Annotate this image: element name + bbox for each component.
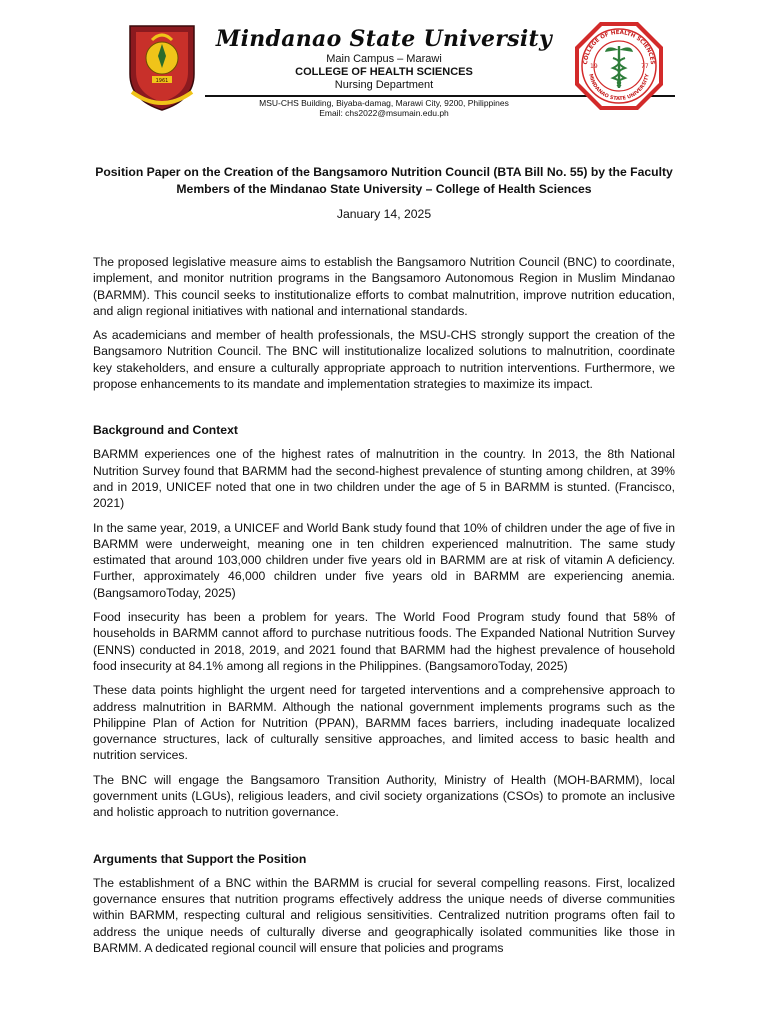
document-date: January 14, 2025 bbox=[336, 207, 432, 221]
address-line: MSU-CHS Building, Biyaba-damag, Marawi City, 9200, Philippines bbox=[259, 98, 509, 108]
svg-text:MINDANAO STATE UNIVERSITY: MINDANAO STATE UNIVERSITY bbox=[587, 73, 651, 103]
department-name: Nursing Department bbox=[334, 79, 434, 91]
document-body bbox=[93, 254, 675, 964]
background-paragraph: Food insecurity has been a problem for years. The World Food Program study found that 58% of households in BARMM cannot afford to purchase nutritious foods. The Expanded National Nutrition Survey (ENNS) conducted in 2018, 2019, and 2021 found that BARMM had the highest prevalence of household food insecurity at 84.1% among all regions in the Philippines. (BangsamoroToday, 2025) bbox=[93, 610, 675, 673]
svg-text:77: 77 bbox=[641, 63, 649, 70]
campus-line: Main Campus – Marawi bbox=[326, 53, 442, 65]
svg-text:1961: 1961 bbox=[155, 78, 169, 84]
chs-seal-logo bbox=[573, 20, 665, 112]
svg-text:COLLEGE OF HEALTH SCIENCES: COLLEGE OF HEALTH SCIENCES bbox=[582, 29, 656, 65]
background-paragraph: These data points highlight the urgent need for targeted interventions and a comprehensive approach to address malnutrition in BARMM. Although the national government implements programs such as the Philippine Plan of Action for Nutrition (PPAN), BARMM faces barriers, including inadequate localized governance structures, lack of culturally sensitive approaches, and limited access to basic health and nutrition services. bbox=[93, 683, 675, 763]
document-title: Position Paper on the Creation of the Bangsamoro Nutrition Council (BTA Bill No. 55) by the Faculty Members of the Mindanao State University – College of Health Sciences bbox=[95, 165, 673, 196]
arguments-paragraph: The establishment of a BNC within the BARMM is crucial for several compelling reasons. First, localized governance ensures that nutrition programs effectively address the unique needs of diverse communities within BARMM, respecting cultural and religious sensitivities. Centralized nutrition programs often fail to address the unique needs of culturally diverse and geographically isolated communities like those in BARMM. A dedicated regional council will ensure that policies and programs bbox=[93, 875, 675, 955]
svg-text:19: 19 bbox=[590, 63, 598, 70]
msu-seal-logo bbox=[124, 22, 200, 112]
intro-paragraph: The proposed legislative measure aims to establish the Bangsamoro Nutrition Council (BNC) to coordinate, implement, and monitor nutrition programs in the Bangsamoro Autonomous Region in Muslim Mindanao (BARMM). This council seeks to institutionalize efforts to combat malnutrition, improve nutrition education, and align regional initiatives with national and international standards. bbox=[93, 255, 675, 318]
background-paragraph: The BNC will engage the Bangsamoro Transition Authority, Ministry of Health (MOH-BARMM), local government units (LGUs), religious leaders, and civil society organizations (CSOs) to promote an inclusive and holistic approach to nutrition governance. bbox=[93, 772, 675, 820]
section-heading-background: Background and Context bbox=[93, 423, 238, 438]
section-heading-arguments: Arguments that Support the Position bbox=[93, 851, 307, 866]
university-name: Mindanao State University bbox=[215, 26, 553, 52]
intro-paragraph: As academicians and member of health professionals, the MSU-CHS strongly support the creation of the Bangsamoro Nutrition Council. The BNC will institutionalize localized solutions to malnutrition, coordinate key stakeholders, and ensure a culturally appropriate approach to nutrition interventions. Furthermore, we propose enhancements to its mandate and implementation strategies to maximize its impact. bbox=[93, 328, 675, 392]
college-name: COLLEGE OF HEALTH SCIENCES bbox=[295, 66, 473, 78]
background-paragraph: In the same year, 2019, a UNICEF and World Bank study found that 10% of children under the age of five in BARMM were underweight, meaning one in ten children experienced malnutrition. The same study estimated that around 103,000 children under five years old in BARMM are at risk of vitamin A deficiency. Further, approximately 46,000 children under five years old in BARMM are experiencing anemia. (BangsamoroToday, 2025) bbox=[93, 520, 675, 600]
email-line: Email: chs2022@msumain.edu.ph bbox=[319, 108, 449, 118]
background-paragraph: BARMM experiences one of the highest rates of malnutrition in the country. In 2013, the 8th National Nutrition Survey found that BARMM had the second-highest prevalence of stunting among children, at 39% and in 2019, UNICEF noted that one in two children under the age of 5 in BARMM is stunted. (Francisco, 2021) bbox=[93, 447, 675, 511]
